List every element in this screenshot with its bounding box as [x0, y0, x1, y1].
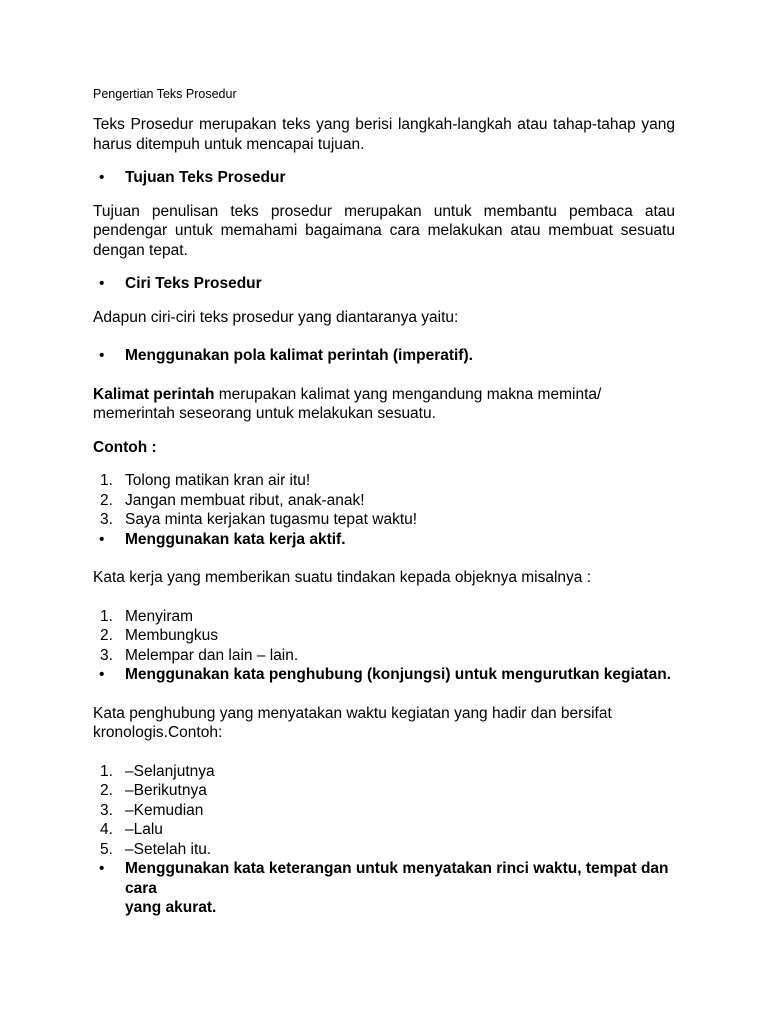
bullet-icon: •	[99, 275, 105, 292]
list-item	[93, 646, 675, 666]
list-number: 4.	[100, 821, 113, 838]
penghubung-examples-list	[93, 762, 675, 860]
bullet-icon: •	[99, 860, 105, 877]
list-text: –Kemudian	[125, 801, 204, 819]
list-item	[93, 491, 675, 511]
list-number: 1.	[100, 607, 113, 625]
list-text: –Setelah itu.	[125, 840, 212, 858]
penghubung-paragraph	[93, 704, 675, 743]
bullet-icon: •	[99, 530, 105, 548]
heading-imperatif	[93, 346, 675, 366]
list-number: 1.	[100, 472, 113, 489]
heading-keterangan-line1: Menggunakan kata keterangan untuk menyatakan rinci waktu, tempat dan cara	[125, 860, 669, 897]
heading-ciri-text: Ciri Teks Prosedur	[125, 275, 262, 292]
imperatif-definition	[93, 385, 675, 424]
list-number: 3.	[100, 646, 113, 664]
tujuan-paragraph: Tujuan penulisan teks prosedur merupakan untuk membantu pembaca atau pendengar untuk memahami bagaimana cara melakukan atau membuat sesuatu dengan tepat.	[93, 202, 675, 259]
list-number: 3.	[100, 801, 113, 819]
contoh-label: Contoh :	[93, 438, 157, 456]
kerja-aktif-paragraph: Kata kerja yang memberikan suatu tindakan kepada objeknya misalnya :	[93, 569, 592, 586]
list-item	[93, 801, 675, 821]
heading-penghubung	[93, 665, 675, 685]
list-item	[93, 510, 675, 530]
ciri-paragraph: Adapun ciri-ciri teks prosedur yang diantaranya yaitu:	[93, 308, 459, 326]
list-text: Melempar dan lain – lain.	[125, 646, 299, 664]
list-item	[93, 626, 675, 646]
list-text: –Selanjutnya	[125, 762, 215, 780]
definition-rest: merupakan kalimat yang mengandung makna meminta/	[214, 385, 602, 403]
list-text: Saya minta kerjakan tugasmu tepat waktu!	[125, 511, 418, 528]
list-number: 1.	[100, 762, 113, 780]
list-item	[93, 820, 675, 840]
heading-keterangan	[93, 859, 675, 918]
list-number: 2.	[100, 491, 113, 509]
intro-paragraph: Teks Prosedur merupakan teks yang berisi langkah-langkah atau tahap-tahap yang harus ditempuh untuk mencapai tujuan.	[93, 116, 675, 153]
heading-kerja-aktif	[93, 530, 675, 550]
heading-keterangan-line2: yang akurat.	[125, 899, 217, 916]
bullet-icon: •	[99, 666, 105, 683]
list-text: –Berikutnya	[125, 782, 207, 799]
list-item	[93, 762, 675, 782]
list-item	[93, 781, 675, 801]
document-title: Pengertian Teks Prosedur	[93, 87, 237, 101]
bullet-icon: •	[99, 347, 105, 364]
list-number: 3.	[100, 511, 113, 528]
bullet-icon: •	[99, 169, 105, 186]
list-text: Tolong matikan kran air itu!	[125, 472, 311, 489]
definition-line2: memerintah seseorang untuk melakukan sesuatu.	[93, 405, 436, 422]
heading-penghubung-text: Menggunakan kata penghubung (konjungsi) untuk mengurutkan kegiatan.	[125, 666, 671, 683]
heading-tujuan-text: Tujuan Teks Prosedur	[125, 169, 286, 186]
list-text: Menyiram	[125, 607, 194, 625]
list-text: –Lalu	[125, 821, 163, 838]
list-item	[93, 471, 675, 491]
list-number: 2.	[100, 782, 113, 799]
kerja-aktif-examples-list	[93, 607, 675, 666]
list-item	[93, 840, 675, 860]
heading-tujuan	[93, 168, 675, 188]
list-text: Jangan membuat ribut, anak-anak!	[125, 491, 365, 509]
imperatif-examples-list	[93, 471, 675, 530]
penghubung-line1: Kata penghubung yang menyatakan waktu kegiatan yang hadir dan bersifat	[93, 704, 612, 722]
heading-imperatif-text: Menggunakan pola kalimat perintah (imperatif).	[125, 347, 473, 364]
list-text: Membungkus	[125, 627, 219, 644]
definition-term: Kalimat perintah	[93, 385, 215, 403]
heading-kerja-aktif-text: Menggunakan kata kerja aktif.	[125, 530, 346, 548]
list-number: 2.	[100, 627, 113, 644]
list-number: 5.	[100, 840, 113, 858]
list-item	[93, 607, 675, 627]
heading-ciri	[93, 274, 675, 294]
penghubung-line2: kronologis.Contoh:	[93, 724, 223, 741]
